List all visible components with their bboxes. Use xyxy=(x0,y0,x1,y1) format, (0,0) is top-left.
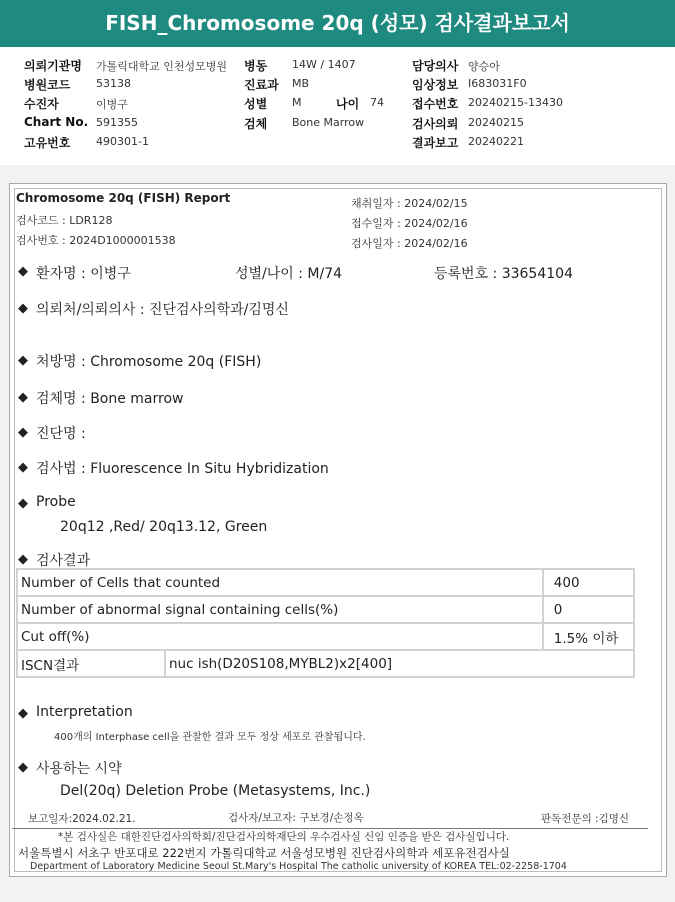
label-department: 진료과 xyxy=(244,78,279,92)
test-number: 검사번호 : 2024D1000001538 xyxy=(16,234,176,247)
patient-name: 환자명 : 이병구 xyxy=(36,266,131,282)
label-hospital-code: 병원코드 xyxy=(24,78,71,92)
label-specimen: 검체 xyxy=(244,117,268,131)
label-unique-no: 고유번호 xyxy=(24,136,71,150)
diagnosis: 진단명 : xyxy=(36,426,86,442)
page-title: FISH_Chromosome 20q (성모) 검사결과보고서 xyxy=(105,11,570,35)
test-code: 검사코드 : LDR128 xyxy=(16,214,113,227)
bullet-diamond: ◆ xyxy=(18,460,28,475)
reagent-label: 사용하는 시약 xyxy=(36,761,122,777)
label-receipt-no: 접수번호 xyxy=(412,97,459,111)
label-patient: 수진자 xyxy=(24,97,59,111)
bullet-diamond: ◆ xyxy=(18,390,28,405)
test-method: 검사법 : Fluorescence In Situ Hybridization xyxy=(36,461,329,477)
bullet-diamond: ◆ xyxy=(18,706,28,721)
table-row xyxy=(17,569,634,596)
received-date: 접수일자 : 2024/02/16 xyxy=(351,217,468,230)
value-institution: 가톨릭대학교 인천성모병원 xyxy=(96,60,228,73)
interpretation-label: Interpretation xyxy=(36,704,133,720)
sex-age: 성별/나이 : M/74 xyxy=(235,266,343,282)
label-result-date: 결과보고 xyxy=(412,136,459,150)
value-request-date: 20240215 xyxy=(468,116,524,129)
value-result-date: 20240221 xyxy=(468,135,524,148)
collected-date: 채취일자 : 2024/02/15 xyxy=(351,197,468,210)
value-clinical-info: I683031F0 xyxy=(468,77,527,90)
value-specimen: Bone Marrow xyxy=(292,116,365,129)
registration-no: 등록번호 : 33654104 xyxy=(434,266,573,282)
table-row xyxy=(17,623,634,650)
results-table xyxy=(16,568,635,678)
label-ward: 병동 xyxy=(244,59,268,73)
table-row xyxy=(17,596,634,623)
probe-label: Probe xyxy=(36,494,76,510)
result-label: Cut off(%) xyxy=(17,623,543,650)
bullet-diamond: ◆ xyxy=(18,552,28,567)
value-patient: 이병구 xyxy=(96,98,128,111)
bullet-diamond: ◆ xyxy=(18,353,28,368)
value-doctor: 양승아 xyxy=(468,60,500,73)
label-institution: 의뢰기관명 xyxy=(24,59,82,73)
report-heading: Chromosome 20q (FISH) Report xyxy=(16,191,231,205)
header-panel xyxy=(0,47,675,165)
results-label: 검사결과 xyxy=(36,553,91,569)
value-ward: 14W / 1407 xyxy=(292,58,356,71)
certification-note: *본 검사실은 대한진단검사의학회/진단검사의학재단의 우수검사실 신임 인증을 받은 검사실입니다. xyxy=(58,831,510,843)
label-age: 나이 xyxy=(336,97,360,111)
result-value: 1.5% 이하 xyxy=(543,623,634,650)
iscn-value: nuc ish(D20S108,MYBL2)x2[400] xyxy=(165,650,634,677)
value-chart-no: 591355 xyxy=(96,116,138,129)
bullet-diamond: ◆ xyxy=(18,760,28,775)
value-hospital-code: 53138 xyxy=(96,77,131,90)
value-department: MB xyxy=(292,77,310,90)
probe-value: 20q12 ,Red/ 20q13.12, Green xyxy=(60,519,268,535)
label-sex: 성별 xyxy=(244,97,268,111)
iscn-label: ISCN결과 xyxy=(17,650,165,677)
result-value: 400 xyxy=(543,569,634,596)
value-sex: M xyxy=(292,96,302,109)
department-info: Department of Laboratory Medicine Seoul St.Mary's Hospital The catholic university of KOREA TEL:02-2258-1704 xyxy=(30,861,567,872)
report-date: 보고일자:2024.02.21. xyxy=(28,813,136,825)
interpretation-text: 400개의 Interphase cell을 관찰한 결과 모두 정상 세포로 관찰됩니다. xyxy=(54,732,366,743)
value-receipt-no: 20240215-13430 xyxy=(468,96,563,109)
label-clinical-info: 임상정보 xyxy=(412,78,459,92)
bullet-diamond: ◆ xyxy=(18,425,28,440)
label-request-date: 검사의뢰 xyxy=(412,117,459,131)
value-age: 74 xyxy=(370,96,384,109)
specialist: 판독전문의 :김명신 xyxy=(541,813,630,825)
bullet-diamond: ◆ xyxy=(18,264,28,279)
lab-address: 서울특별시 서초구 반포대로 222번지 가톨릭대학교 서울성모병원 진단검사의학과 세포유전검사실 xyxy=(18,846,510,860)
label-chart-no: Chart No. xyxy=(24,115,89,129)
bullet-diamond: ◆ xyxy=(18,496,28,511)
reporter: 검사자/보고자: 구보경/손정옥 xyxy=(228,812,364,824)
label-doctor: 담당의사 xyxy=(412,59,459,73)
result-label: Number of Cells that counted xyxy=(17,569,543,596)
result-value: 0 xyxy=(543,596,634,623)
referrer: 의뢰처/의뢰의사 : 진단검사의학과/김명신 xyxy=(36,302,289,318)
tested-date: 검사일자 : 2024/02/16 xyxy=(351,237,468,250)
result-label: Number of abnormal signal containing cells(%) xyxy=(17,596,543,623)
specimen-name: 검체명 : Bone marrow xyxy=(36,391,184,407)
value-unique-no: 490301-1 xyxy=(96,135,149,148)
bullet-diamond: ◆ xyxy=(18,301,28,316)
table-row xyxy=(17,650,634,677)
reagent-value: Del(20q) Deletion Probe (Metasystems, Inc.) xyxy=(60,783,371,799)
prescription: 처방명 : Chromosome 20q (FISH) xyxy=(36,354,262,370)
